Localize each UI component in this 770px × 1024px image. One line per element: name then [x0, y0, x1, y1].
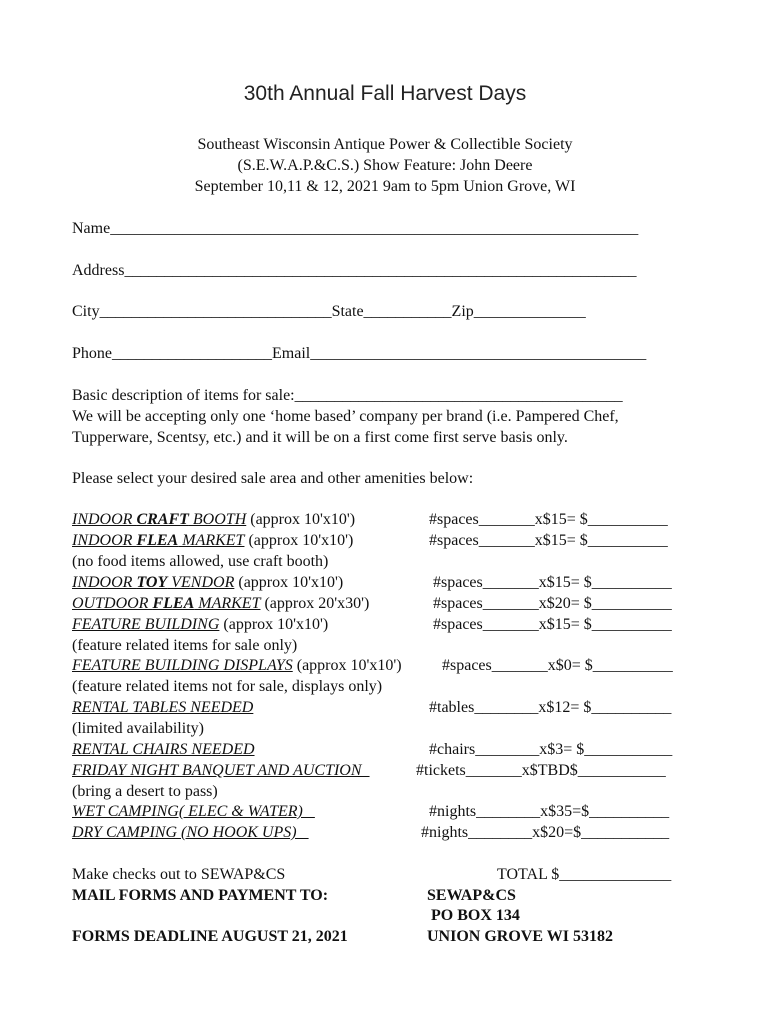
policy-note-line2: Tupperware, Scentsy, etc.) and it will be on a first come first serve basis only. — [72, 429, 568, 446]
city-state-zip-field[interactable]: City_____________________________State___________Zip______________ — [72, 303, 586, 320]
payable-note: Make checks out to SEWAP&CS — [72, 866, 286, 883]
item-feature-building-displays: FEATURE BUILDING DISPLAYS (approx 10'x10') — [72, 657, 402, 674]
fee-craft-booth[interactable]: #spaces_______x$15= $__________ — [429, 511, 668, 528]
item-wet-camping: WET CAMPING( ELEC & WATER) — [72, 803, 315, 820]
fee-wet-camping[interactable]: #nights________x$35=$__________ — [429, 803, 670, 820]
forms-deadline: FORMS DEADLINE AUGUST 21, 2021 — [72, 928, 348, 945]
note-feature-not-for-sale: (feature related items not for sale, displays only) — [72, 678, 383, 695]
mail-city: UNION GROVE WI 53182 — [427, 928, 613, 945]
fee-feature-displays[interactable]: #spaces_______x$0= $__________ — [442, 657, 673, 674]
note-no-food: (no food items allowed, use craft booth) — [72, 553, 329, 570]
phone-email-field[interactable]: Phone____________________Email__________________________________________ — [72, 345, 647, 362]
item-indoor-toy-vendor: INDOOR TOY VENDOR (approx 10'x10') — [72, 574, 344, 591]
show-dates: September 10,11 & 12, 2021 9am to 5pm Union Grove, WI — [194, 178, 576, 195]
note-bring-desert: (bring a desert to pass) — [72, 783, 218, 800]
fee-rental-chairs[interactable]: #chairs________x$3= $___________ — [429, 741, 673, 758]
fee-dry-camping[interactable]: #nights________x$20=$___________ — [421, 824, 670, 841]
fee-rental-tables[interactable]: #tables________x$12= $__________ — [429, 699, 672, 716]
mail-addressee: SEWAP&CS — [427, 887, 516, 904]
mail-to-heading: MAIL FORMS AND PAYMENT TO: — [72, 887, 329, 904]
fee-toy-vendor[interactable]: #spaces_______x$15= $__________ — [433, 574, 672, 591]
address-field[interactable]: Address________________________________________________________________ — [72, 262, 637, 279]
item-rental-tables: RENTAL TABLES NEEDED — [72, 699, 254, 716]
item-outdoor-flea-market: OUTDOOR FLEA MARKET (approx 20'x30') — [72, 595, 370, 612]
total-field[interactable]: TOTAL $______________ — [497, 866, 672, 883]
note-feature-for-sale: (feature related items for sale only) — [72, 637, 298, 654]
select-instructions: Please select your desired sale area and other amenities below: — [72, 470, 474, 487]
show-feature: (S.E.W.A.P.&C.S.) Show Feature: John Deere — [237, 157, 533, 174]
item-indoor-craft-booth: INDOOR CRAFT BOOTH (approx 10'x10') — [72, 511, 356, 528]
note-limited-availability: (limited availability) — [72, 720, 204, 737]
fee-banquet-tickets[interactable]: #tickets_______x$TBD$___________ — [416, 762, 666, 779]
item-description-field[interactable]: Basic description of items for sale:_________________________________________ — [72, 387, 623, 404]
fee-feature-building[interactable]: #spaces_______x$15= $__________ — [433, 616, 672, 633]
item-feature-building: FEATURE BUILDING (approx 10'x10') — [72, 616, 329, 633]
fee-outdoor-flea[interactable]: #spaces_______x$20= $__________ — [433, 595, 672, 612]
fee-indoor-flea[interactable]: #spaces_______x$15= $__________ — [429, 532, 668, 549]
item-indoor-flea-market: INDOOR FLEA MARKET (approx 10'x10') — [72, 532, 354, 549]
policy-note-line1: We will be accepting only one ‘home based’ company per brand (i.e. Pampered Chef, — [72, 408, 619, 425]
item-dry-camping: DRY CAMPING (NO HOOK UPS) — [72, 824, 309, 841]
item-friday-banquet: FRIDAY NIGHT BANQUET AND AUCTION — [72, 762, 370, 779]
item-rental-chairs: RENTAL CHAIRS NEEDED — [72, 741, 255, 758]
form-title: 30th Annual Fall Harvest Days — [243, 82, 527, 105]
mail-po-box: PO BOX 134 — [431, 907, 520, 924]
name-field[interactable]: Name__________________________________________________________________ — [72, 220, 639, 237]
org-name: Southeast Wisconsin Antique Power & Collectible Society — [197, 136, 573, 153]
